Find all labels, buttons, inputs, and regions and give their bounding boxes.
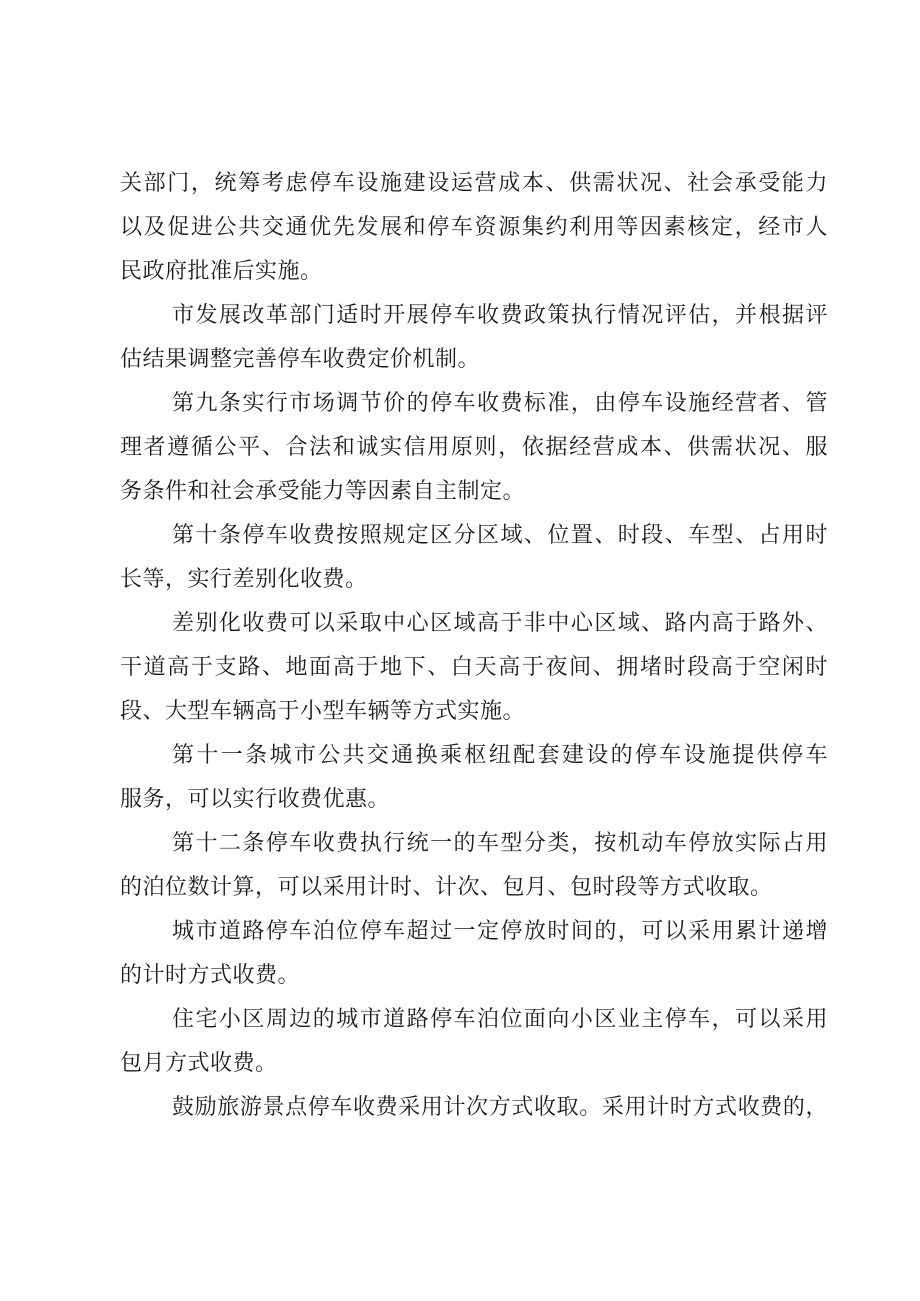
paragraph-start-line: 第十二条停车收费执行统一的车型分类，按机动车停放实际占用 bbox=[172, 831, 828, 856]
paragraph-start-line: 城市道路停车泊位停车超过一定停放时间的，可以采用累计递增 bbox=[172, 919, 828, 944]
paragraph-start-line: 差别化收费可以采取中心区域高于非中心区域、路内高于路外、 bbox=[172, 611, 828, 636]
text-line: 段、大型车辆高于小型车辆等方式实施。 bbox=[120, 699, 526, 724]
text-line: 务条件和社会承受能力等因素自主制定。 bbox=[120, 479, 526, 504]
text-line: 的泊位数计算，可以采用计时、计次、包月、包时段等方式收取。 bbox=[120, 875, 773, 900]
paragraph-start-line: 第九条实行市场调节价的停车收费标准，由停车设施经营者、管 bbox=[172, 391, 828, 416]
text-line: 长等，实行差别化收费。 bbox=[120, 567, 368, 592]
text-line: 的计时方式收费。 bbox=[120, 963, 301, 988]
document-body bbox=[120, 162, 828, 1130]
paragraph-start-line: 市发展改革部门适时开展停车收费政策执行情况评估，并根据评 bbox=[172, 303, 828, 328]
text-line: 关部门，统筹考虑停车设施建设运营成本、供需状况、社会承受能力 bbox=[120, 171, 828, 196]
paragraph-start-line: 第十一条城市公共交通换乘枢纽配套建设的停车设施提供停车 bbox=[172, 743, 828, 768]
paragraph-start-line: 第十条停车收费按照规定区分区域、位置、时段、车型、占用时 bbox=[172, 523, 828, 548]
text-line: 理者遵循公平、合法和诚实信用原则，依据经营成本、供需状况、服 bbox=[120, 435, 828, 460]
text-line: 以及促进公共交通优先发展和停车资源集约利用等因素核定，经市人 bbox=[120, 215, 828, 240]
text-line: 民政府批准后实施。 bbox=[120, 259, 323, 284]
paragraph-start-line: 住宅小区周边的城市道路停车泊位面向小区业主停车，可以采用 bbox=[172, 1007, 828, 1032]
text-line: 服务，可以实行收费优惠。 bbox=[120, 787, 391, 812]
text-line: 干道高于支路、地面高于地下、白天高于夜间、拥堵时段高于空闲时 bbox=[120, 655, 828, 680]
text-line: 估结果调整完善停车收费定价机制。 bbox=[120, 347, 481, 372]
text-line: 包月方式收费。 bbox=[120, 1051, 278, 1076]
paragraph-start-line: 鼓励旅游景点停车收费采用计次方式收取。采用计时方式收费的， bbox=[172, 1095, 828, 1120]
